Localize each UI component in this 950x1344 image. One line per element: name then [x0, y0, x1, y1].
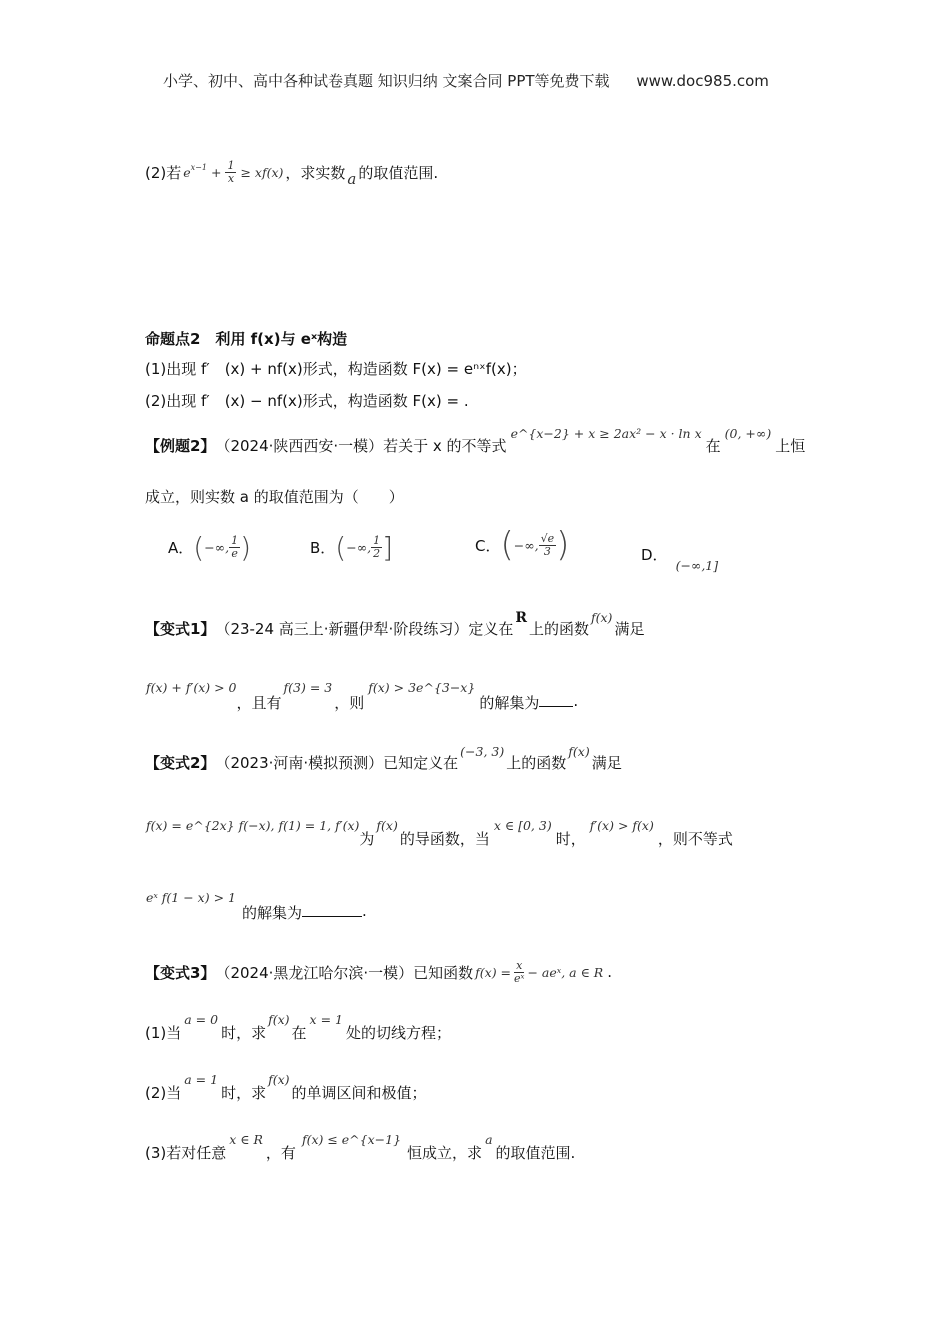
- option-c[interactable]: C． ( −∞, $\frac{√e}{3}$ ): [475, 525, 570, 565]
- variant-2: 【变式2】 （2023·河南·模拟预测）已知定义在 (−3, 3) 上的函数 f(x) 满足: [145, 744, 622, 772]
- variant-3-q1: (1)当 a = 0 时，求 f(x) 在 x = 1 处的切线方程；: [145, 1012, 451, 1042]
- variant-3-q3: (3)若对任意 x ∈ R ，有 f(x) ≤ e^{x−1} 恒成立，求 a 的取值范围.: [145, 1132, 576, 1162]
- variant-2-tag: 【变式2】: [145, 754, 216, 772]
- variant-3-q2: (2)当 a = 1 时，求 f(x) 的单调区间和极值；: [145, 1072, 427, 1102]
- section-title: 命题点2 利用 f(x)与 eˣ构造: [145, 330, 348, 348]
- option-b[interactable]: B． ( −∞, $\frac{1}{2}$ ]: [310, 530, 394, 564]
- section-line-2: (2)出现 f′ (x) − nf(x)形式，构造函数 F(x) = .: [145, 392, 469, 410]
- header-text: 小学、初中、高中各种试卷真题 知识归纳 文案合同 PPT等免费下载: [163, 72, 610, 90]
- example-2-inequality: e^{x−2} + x ≥ 2ax² − x · ln x: [510, 426, 702, 441]
- variant-2-line-3: eˣ f(1 − x) > 1 的解集为 .: [146, 890, 367, 922]
- option-d[interactable]: D． (−∞,1]: [641, 546, 719, 573]
- variant-3-function: f(x) = $\frac{x}{\text{eˣ}}$ − aeˣ, a ∈ R: [475, 958, 604, 985]
- variant-1-answer-blank[interactable]: [539, 692, 573, 707]
- page-header: [163, 70, 769, 91]
- example-2-tag: 【例题2】: [145, 437, 216, 455]
- example-2: 【例题2】 （2024·陕西西安·一模）若关于 x 的不等式 e^{x−2} + x ≥ 2ax² − x · ln x 在 (0, +∞) 上恒: [145, 426, 806, 455]
- section-line-1: (1)出现 f′ (x) + nf(x)形式，构造函数 F(x) = eⁿˣf(x)；: [145, 360, 527, 378]
- variant-2-conditions: f(x) = e^{2x} f(−x), f(1) = 1, f′(x) 为 f(x) 的导函数，当 x ∈ [0, 3) 时， f′(x) > f(x) ，则不等式: [146, 818, 733, 848]
- variant-1-tag: 【变式1】: [145, 620, 216, 638]
- prev-question-math: e $^{x-1}$ + $\frac{1}{x}$ ≥ xf(x): [183, 158, 284, 185]
- variant-3-tag: 【变式3】: [145, 963, 216, 982]
- variant-2-answer-blank[interactable]: [302, 902, 362, 917]
- header-url[interactable]: www.doc985.com: [636, 72, 769, 90]
- prev-question: (2)若 e $^{x-1}$ + $\frac{1}{x}$ ≥ xf(x) ，求实数 a 的取值范围.: [145, 158, 439, 188]
- option-a[interactable]: A． ( −∞, $\frac{1}{e}$ ): [168, 530, 252, 564]
- variant-1-conditions: f(x) + f′(x) > 0 ，且有 f(3) = 3 ，则 f(x) > 3e^{3−x} 的解集为 .: [146, 680, 579, 712]
- variant-3: 【变式3】 （2024·黑龙江哈尔滨·一模）已知函数 f(x) = $\frac{x}{\text{eˣ}}$ − aeˣ, a ∈ R .: [145, 958, 612, 985]
- example-2-line-2: 成立，则实数 a 的取值范围为（ ）: [145, 488, 404, 506]
- variant-1: 【变式1】 （23-24 高三上·新疆伊犁·阶段练习）定义在 R 上的函数 f(x) 满足: [145, 610, 645, 638]
